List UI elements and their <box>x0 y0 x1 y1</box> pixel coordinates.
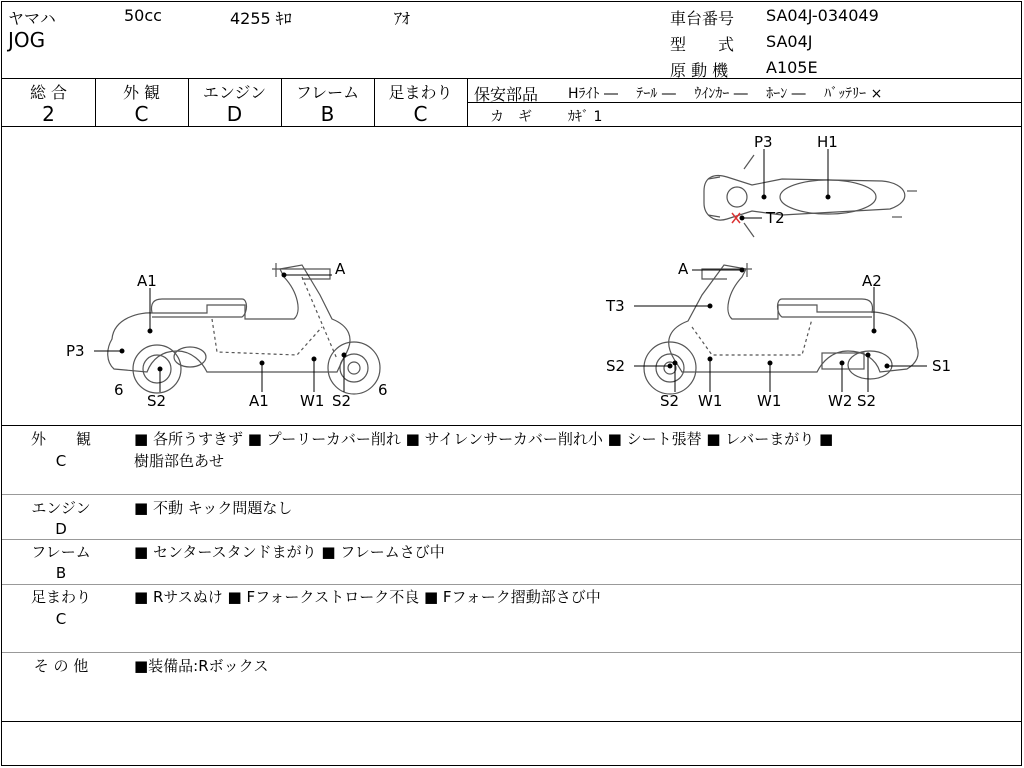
grade-label-engine: エンジン <box>202 83 267 102</box>
section-grade: C <box>55 452 67 470</box>
divider <box>2 584 1021 585</box>
displacement: 50cc <box>124 6 162 25</box>
label-a2: A2 <box>862 272 882 290</box>
label-s2: S2 <box>857 392 877 410</box>
section-grade: D <box>55 520 67 538</box>
grade-value-frame: B <box>320 102 335 126</box>
engine-value: A105E <box>766 58 818 77</box>
section-label: フレーム <box>31 543 91 561</box>
section-line: ■ 各所うすきず ■ プーリーカバー削れ ■ サイレンサーカバー削れ小 ■ シート張替 ■ レバーまがり ■ <box>134 430 834 448</box>
label-t2: T2 <box>766 209 785 227</box>
section-label: そ の 他 <box>33 657 89 675</box>
mileage: 4255 ｷﾛ <box>230 9 292 28</box>
label-p3: P3 <box>754 133 773 151</box>
grade-label-suspension: 足まわり <box>388 83 453 102</box>
label-w1: W1 <box>757 392 782 410</box>
maker: ヤマハ <box>8 9 56 28</box>
label-a: A <box>335 260 346 278</box>
inspection-sheet <box>1 1 1022 766</box>
safety-title: 保安部品 <box>474 85 539 104</box>
label-s2: S2 <box>147 392 167 410</box>
grade-value-overall: 2 <box>42 102 55 126</box>
label-w1: W1 <box>300 392 325 410</box>
type-value: SA04J <box>766 32 813 51</box>
section-grade: C <box>55 610 67 628</box>
color: ｱｵ <box>394 9 411 28</box>
divider <box>2 652 1021 653</box>
divider <box>2 721 1021 722</box>
frame-no-label: 車台番号 <box>670 9 735 28</box>
label-w2: W2 <box>828 392 853 410</box>
section-label: エンジン <box>31 499 91 517</box>
divider <box>2 539 1021 540</box>
safety-items: Hﾗｲﾄ ― ﾃｰﾙ ― ｳｲﾝｶｰ ― ﾎｰﾝ ― ﾊﾞｯﾃﾘｰ × <box>568 86 883 102</box>
section-label: 足まわり <box>30 588 91 606</box>
label-w1: W1 <box>698 392 723 410</box>
engine-label: 原 動 機 <box>670 61 729 80</box>
section-line: ■ 不動 キック問題なし <box>134 499 293 517</box>
divider <box>467 78 468 126</box>
frame-no: SA04J-034049 <box>766 6 879 25</box>
section-line: ■ Rサスぬけ ■ Fフォークストローク不良 ■ Fフォーク摺動部さび中 <box>134 588 601 606</box>
section-grade: B <box>55 564 67 582</box>
type-label: 型 式 <box>670 35 735 54</box>
label-6: 6 <box>378 381 388 399</box>
section-label: 外 観 <box>30 430 91 448</box>
label-a1: A1 <box>137 272 157 290</box>
label-h1: H1 <box>817 133 838 151</box>
scooter-top-view-icon <box>704 155 917 237</box>
grade-value-exterior: C <box>134 102 149 126</box>
label-s1: S1 <box>932 357 952 375</box>
key-value: ｶｷﾞ 1 <box>568 109 603 125</box>
damage-diagram <box>2 127 1022 425</box>
section-line: 樹脂部色あせ <box>134 452 225 470</box>
label-s2: S2 <box>606 357 626 375</box>
model-name: JOG <box>8 28 46 52</box>
divider <box>2 78 1021 79</box>
label-a1: A1 <box>249 392 269 410</box>
divider <box>2 494 1021 495</box>
label-t3: T3 <box>606 297 625 315</box>
label-6: 6 <box>114 381 124 399</box>
grade-value-engine: D <box>226 102 243 126</box>
label-p3: P3 <box>66 342 85 360</box>
grade-value-suspension: C <box>413 102 428 126</box>
label-a: A <box>678 260 689 278</box>
divider <box>2 425 1021 426</box>
key-label: カ ギ <box>490 109 532 125</box>
label-s2: S2 <box>660 392 680 410</box>
section-line: ■装備品:Rボックス <box>134 657 269 675</box>
grade-label-frame: フレーム <box>295 83 360 102</box>
section-line: ■ センタースタンドまがり ■ フレームさび中 <box>134 543 445 561</box>
damage-mark-icon <box>732 213 740 223</box>
label-s2: S2 <box>332 392 352 410</box>
grade-label-overall: 総 合 <box>29 83 68 102</box>
grade-label-exterior: 外 観 <box>122 83 161 102</box>
